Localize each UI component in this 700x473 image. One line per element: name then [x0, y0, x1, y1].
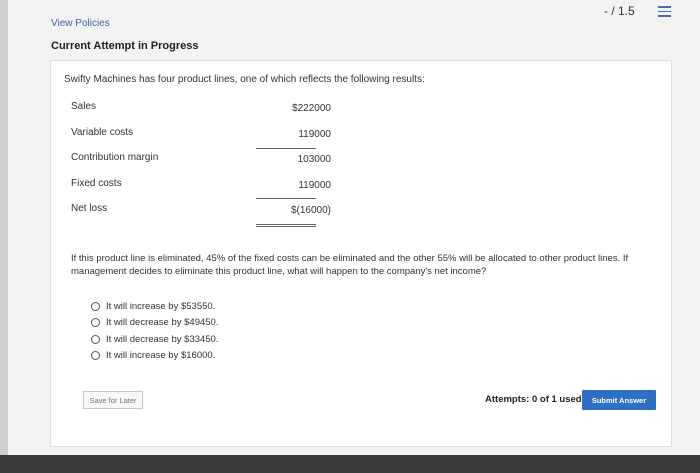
bottom-edge [0, 455, 700, 473]
option-label: It will increase by $53550. [106, 300, 216, 312]
radio-button[interactable] [91, 335, 100, 344]
question-text: If this product line is eliminated, 45% of the fixed costs can be eliminated and the other 55% will be allocated to other product lines. If management decides to eliminate this product line, what will happen to the company's net income? [71, 253, 629, 277]
list-icon[interactable] [658, 6, 671, 18]
answer-option[interactable] [91, 298, 218, 315]
score-display: - / 1.5 [604, 4, 635, 18]
row-value: 119000 [298, 128, 331, 140]
option-label: It will decrease by $33450. [106, 333, 219, 345]
answer-option[interactable] [91, 315, 218, 332]
option-label: It will increase by $16000. [106, 350, 216, 362]
row-value: $222000 [292, 103, 331, 114]
question-panel [50, 60, 672, 447]
row-value: 119000 [298, 179, 331, 191]
left-edge [0, 0, 8, 473]
row-value: 103000 [297, 154, 331, 165]
row-label: Fixed costs [71, 177, 122, 189]
financial-table [71, 101, 341, 229]
answer-option[interactable] [91, 348, 218, 365]
option-label: It will decrease by $49450. [106, 317, 219, 329]
row-label: Sales [71, 101, 97, 112]
subtotal-rule [256, 198, 316, 199]
submit-answer-button[interactable]: Submit Answer [582, 390, 656, 410]
total-rule [256, 224, 316, 225]
row-label: Contribution margin [71, 152, 159, 163]
table-row [71, 152, 341, 178]
answer-option[interactable] [91, 331, 218, 348]
subtotal-rule [256, 148, 316, 149]
save-for-later-button[interactable]: Save for Later [83, 391, 143, 409]
row-value: $(16000) [290, 205, 331, 216]
view-policies-link[interactable]: View Policies [51, 18, 110, 29]
row-label: Net loss [71, 203, 108, 214]
row-label: Variable costs [71, 126, 134, 138]
total-rule [256, 226, 316, 227]
radio-button[interactable] [91, 351, 100, 360]
problem-intro: Swifty Machines has four product lines, one of which reflects the following results: [64, 74, 425, 85]
attempts-counter: Attempts: 0 of 1 used [485, 394, 582, 405]
radio-button[interactable] [91, 302, 100, 311]
table-row [71, 178, 341, 204]
table-row [71, 101, 341, 127]
radio-button[interactable] [91, 318, 100, 327]
answer-options [91, 298, 218, 364]
attempt-title: Current Attempt in Progress [51, 40, 199, 52]
